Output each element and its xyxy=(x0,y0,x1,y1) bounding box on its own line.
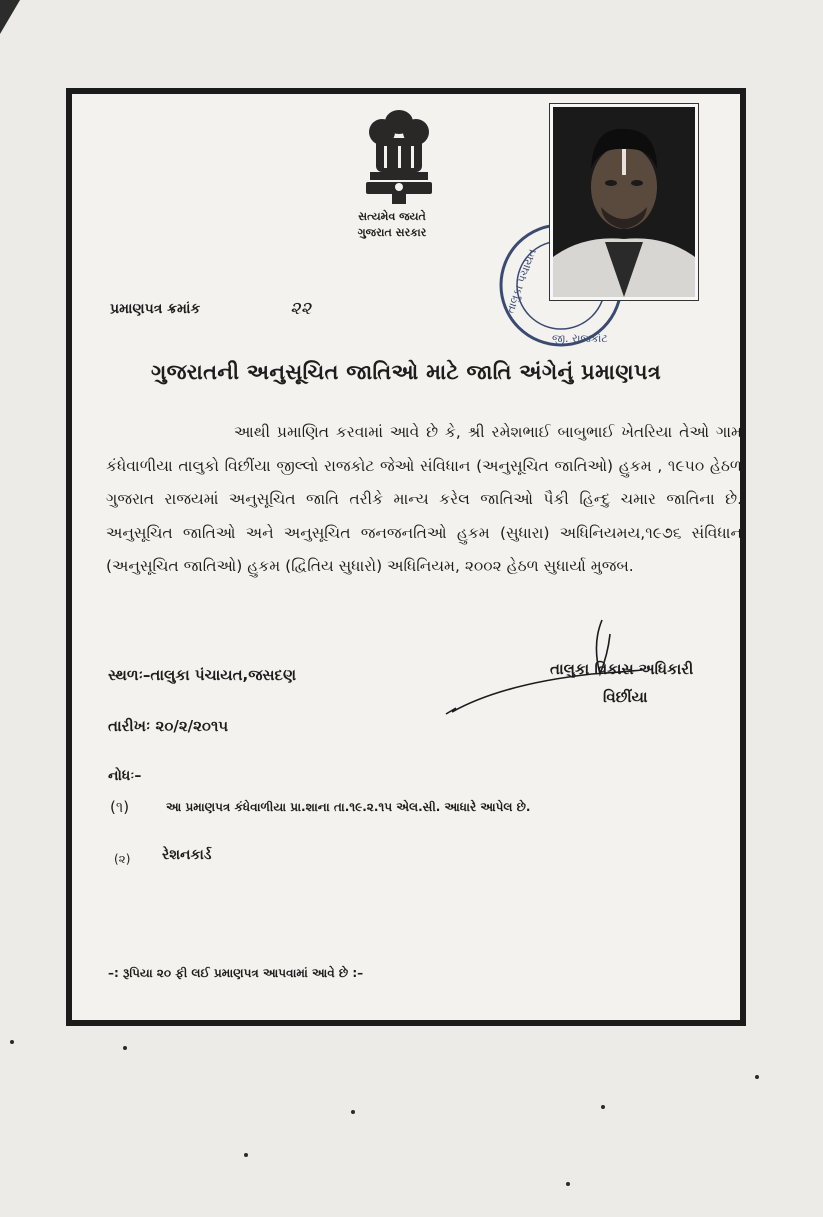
scan-speck xyxy=(755,1075,759,1079)
person-photo-icon xyxy=(553,107,695,297)
applicant-photo xyxy=(550,104,698,300)
issuing-officer-location: વિછીંયા xyxy=(603,688,648,706)
fee-notice: –: રૂપિયા ૨૦ ફી લઈ પ્રમાણપત્ર આપવામાં આવે છે :– xyxy=(108,966,364,980)
svg-text:જી. રાજકોટ: જી. રાજકોટ xyxy=(552,332,608,345)
scan-speck xyxy=(566,1182,570,1186)
scan-speck xyxy=(123,1046,127,1050)
certificate-frame xyxy=(66,88,746,1026)
certificate-number: ૨૨ xyxy=(290,298,312,319)
note-number: (૨) xyxy=(114,852,131,866)
issuing-officer-title: તાલુકા વિકાસ અધિકારી xyxy=(550,660,694,678)
note-text: રેશનકાર્ડ xyxy=(162,847,212,863)
certificate-body xyxy=(106,416,742,584)
notes-label: નોધઃ– xyxy=(108,768,142,784)
place-of-issue: સ્થળઃ–તાલુકા પંચાયત,જસદણ xyxy=(108,666,297,684)
scan-speck xyxy=(244,1153,248,1157)
scan-speck xyxy=(351,1110,355,1114)
certificate-number-label: પ્રમાણપત્ર ક્રમાંક xyxy=(110,301,201,317)
note-number: (૧) xyxy=(110,798,130,816)
government-name: ગુજરાત સરકાર xyxy=(357,226,427,239)
body-remaining-text: ગામ કંધેવાળીયા તાલુકો વિછીંયા જીલ્લો રાજકોટ જેઓ સંવિધાન (અનુસૂચિત જાતિઓ) હુકમ , ૧૯૫૦ હેઠળ ગુજરાત રાજયમાં અનુસૂચિત જાતિ તરીકે માન્ય કરેલ જાતિઓ પૈકી હિન્દુ ચમાર જાતિના છે. અનુસૂચિત જાતિઓ અને અનુસૂચિત જનજનતિઓ હુકમ (સુધારા) અધિનિયમય,૧૯૭૬ સંવિધાન (અનુસૂચિત જાતિઓ) હુકમ (દ્વિતિય સુધારો) અધિનિયમ, ૨૦૦૨ હેઠળ સુધાર્યા મુજબ. xyxy=(106,423,742,575)
note-text: આ પ્રમાણપત્ર કંધેવાળીયા પ્રા.શાના તા.૧૯.૨.૧૫ એલ.સી. આધારે આપેલ છે. xyxy=(166,800,531,814)
certificate-title: ગુજરાતની અનુસૂચિત જાતિઓ માટે જાતિ અંગેનું પ્રમાણપત્ર xyxy=(151,360,661,384)
body-first-line: આથી પ્રમાણિત કરવામાં આવે છે કે, શ્રી રમેશભાઈ બાબુભાઈ ખેતરિયા તેઓ xyxy=(234,423,710,441)
emblem-motto: સત્યમેવ જયતે xyxy=(358,210,426,223)
scan-corner-shadow xyxy=(0,0,20,34)
ashoka-emblem-icon xyxy=(354,108,444,208)
scan-speck xyxy=(10,1040,14,1044)
scan-speck xyxy=(601,1105,605,1109)
svg-text:તાલુકા પંચાયત: તાલુકા પંચાયત xyxy=(503,247,539,315)
date-of-issue: તારીખઃ ૨૦/૨/૨૦૧૫ xyxy=(108,717,229,735)
